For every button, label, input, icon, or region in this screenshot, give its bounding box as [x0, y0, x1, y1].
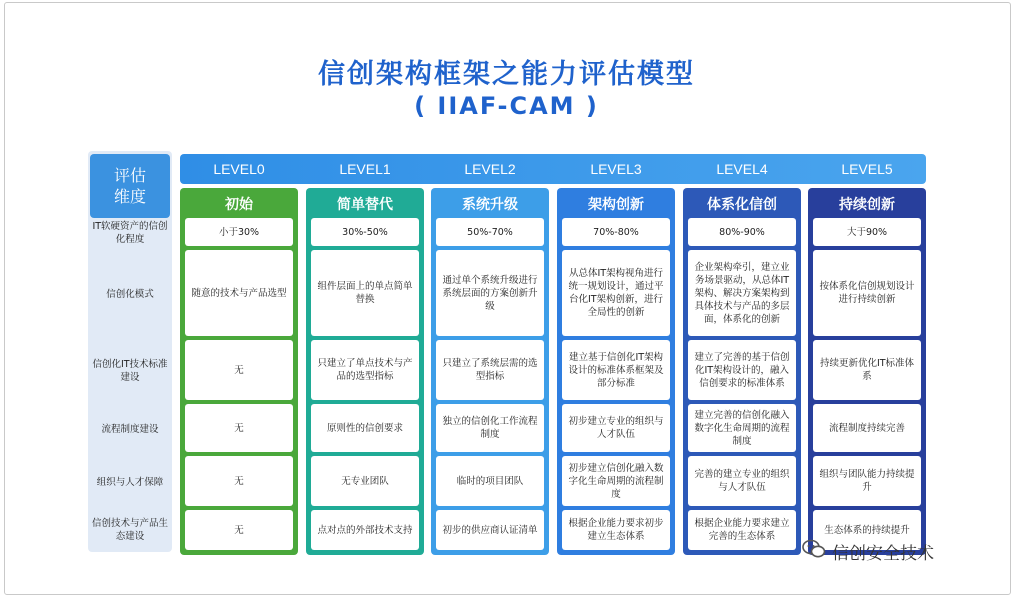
matrix-cell: 初步的供应商认证清单	[436, 510, 544, 550]
level-name: 架构创新	[588, 197, 644, 213]
dimension-label: 信创化IT技术标准建设	[92, 359, 168, 383]
matrix-cell: 通过单个系统升级进行系统层面的方案创新升级	[436, 250, 544, 336]
matrix-cell: 初步建立信创化融入数字化生命周期的流程制度	[562, 456, 670, 506]
dimension-header	[90, 154, 170, 218]
dimension-label: 流程制度建设	[101, 423, 159, 435]
matrix-cell: 完善的建立专业的组织与人才队伍	[688, 456, 796, 506]
level-name: 持续创新	[839, 197, 895, 213]
matrix-cell: 生态体系的持续提升	[813, 510, 921, 550]
matrix-cell: 50%-70%	[436, 218, 544, 246]
level-label: LEVEL4	[716, 161, 768, 177]
matrix-cell: 根据企业能力要求初步建立生态体系	[562, 510, 670, 550]
matrix-cell: 无	[185, 340, 293, 400]
matrix-cell: 持续更新优化IT标准体系	[813, 340, 921, 400]
matrix-cell: 从总体IT架构视角进行统一规划设计，通过平台化IT架构创新，进行全局性的创新	[562, 250, 670, 336]
matrix-cell: 70%-80%	[562, 218, 670, 246]
matrix-cell: 随意的技术与产品选型	[185, 250, 293, 336]
dimension-label: 信创化模式	[106, 288, 154, 300]
diagram-subtitle: ( IIAF-CAM )	[414, 92, 599, 120]
level-label: LEVEL2	[464, 161, 516, 177]
matrix-cell: 小于30%	[185, 218, 293, 246]
matrix-cell: 无	[185, 510, 293, 550]
level-name: 简单替代	[337, 197, 393, 213]
matrix-cell: 流程制度持续完善	[813, 404, 921, 452]
matrix-cell: 组织与团队能力持续提升	[813, 456, 921, 506]
matrix-cell: 无	[185, 456, 293, 506]
matrix-cell: 建立了完善的基于信创化IT架构设计的，融入信创要求的标准体系	[688, 340, 796, 400]
matrix-cell: 只建立了单点技术与产品的选型指标	[311, 340, 419, 400]
matrix-cell: 建立基于信创化IT架构设计的标准体系框架及部分标准	[562, 340, 670, 400]
matrix-cell: 临时的项目团队	[436, 456, 544, 506]
matrix-cell: 原则性的信创要求	[311, 404, 419, 452]
matrix-cell: 点对点的外部技术支持	[311, 510, 419, 550]
matrix-cell: 组件层面上的单点简单替换	[311, 250, 419, 336]
matrix-cell: 独立的信创化工作流程制度	[436, 404, 544, 452]
matrix-cell: 企业架构牵引，建立业务场景驱动，从总体IT架构、解决方案架构到具体技术与产品的多层面，体系化的创新	[688, 250, 796, 336]
watermark	[802, 540, 934, 562]
dimension-label: 组织与人才保障	[96, 476, 164, 488]
matrix-cell: 按体系化信创规划设计进行持续创新	[813, 250, 921, 336]
level-label: LEVEL1	[339, 161, 391, 177]
level-name: 系统升级	[462, 197, 518, 213]
matrix-cell: 80%-90%	[688, 218, 796, 246]
level-label: LEVEL0	[213, 161, 265, 177]
wechat-icon	[802, 539, 826, 564]
dimension-label: 信创技术与产品生态建设	[92, 518, 169, 542]
level-label: LEVEL5	[841, 161, 893, 177]
matrix-cell: 建立完善的信创化融入数字化生命周期的流程制度	[688, 404, 796, 452]
matrix-cell: 无	[185, 404, 293, 452]
dimension-label: IT软硬资产的信创化程度	[92, 221, 168, 245]
matrix-cell: 初步建立专业的组织与人才队伍	[562, 404, 670, 452]
diagram-title: 信创架构框架之能力评估模型	[318, 59, 695, 90]
matrix-cell: 30%-50%	[311, 218, 419, 246]
dimension-header-text: 评估维度	[113, 166, 146, 206]
level-name: 初始	[225, 197, 253, 213]
level-name: 体系化信创	[707, 197, 777, 213]
matrix-cell: 只建立了系统层需的选型指标	[436, 340, 544, 400]
matrix-cell: 根据企业能力要求建立完善的生态体系	[688, 510, 796, 550]
matrix-cell: 无专业团队	[311, 456, 419, 506]
watermark-text: 信创安全技术	[832, 543, 934, 564]
matrix-cell: 大于90%	[813, 218, 921, 246]
level-label: LEVEL3	[590, 161, 642, 177]
